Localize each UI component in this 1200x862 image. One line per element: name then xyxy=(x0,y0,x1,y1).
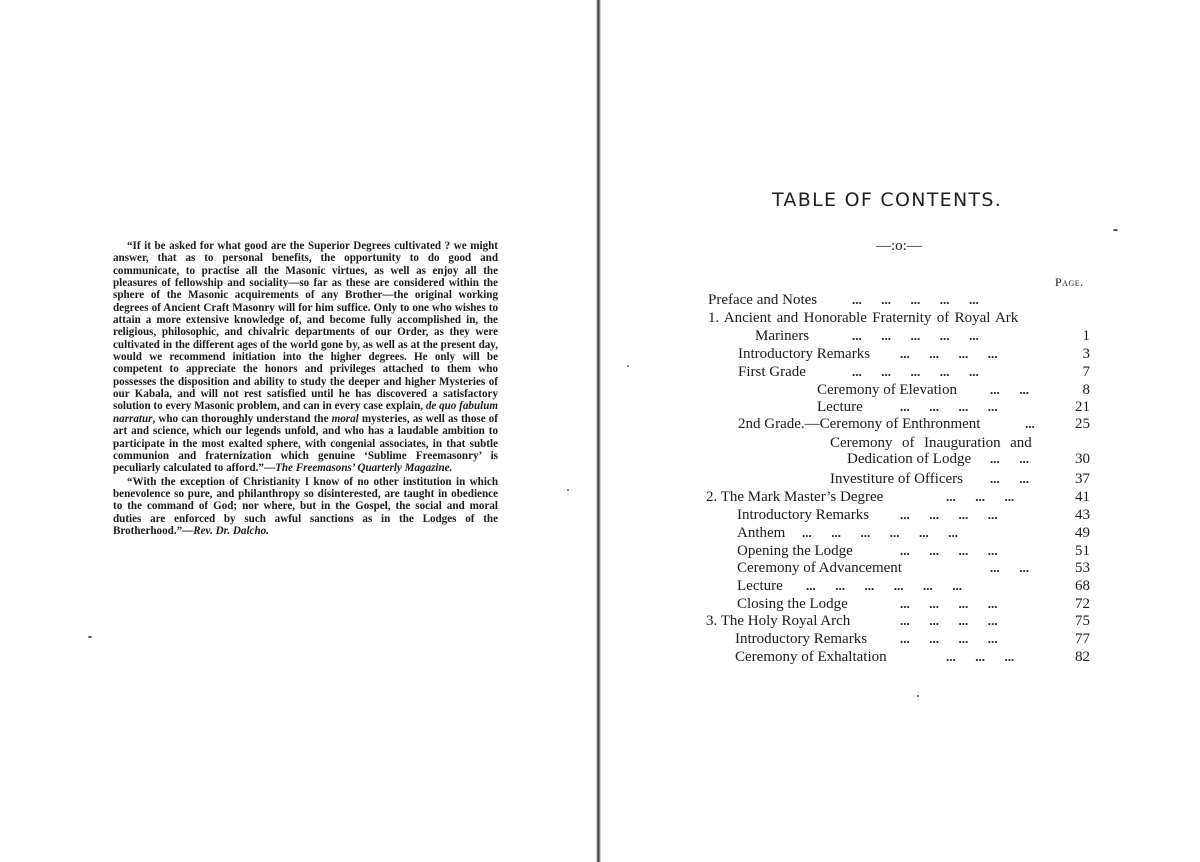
toc-entry xyxy=(738,345,1090,363)
toc-leader-dots: ... ... ... ... ... xyxy=(852,364,979,379)
left-page xyxy=(0,0,598,862)
toc-entry-title: 2nd Grade.—Ceremony of Enthronment xyxy=(738,416,981,432)
toc-entry-title: Introductory Remarks xyxy=(735,631,868,647)
toc-page-number: 30 xyxy=(1075,451,1090,467)
italic-text: Rev. Dr. Dalcho. xyxy=(193,524,269,537)
toc-leader-dots: ... ... ... ... xyxy=(900,631,998,646)
toc-page-number: 7 xyxy=(1082,364,1090,380)
toc-entry-title: 2. The Mark Master’s Degree xyxy=(706,489,884,505)
toc-entry-title: Introductory Remarks xyxy=(737,507,870,523)
toc-entry-title: Anthem xyxy=(737,525,786,541)
toc-leader-dots: ... ... ... ... ... ... xyxy=(806,578,962,593)
toc-title: TABLE OF CONTENTS. xyxy=(772,189,1003,211)
toc-leader-dots: ... ... ... ... xyxy=(900,613,998,628)
toc-leader-dots: ... ... ... ... ... xyxy=(852,292,979,307)
toc-entry-title: Ceremony of Exhaltation xyxy=(735,649,887,665)
toc-entry-title: Preface and Notes xyxy=(708,292,818,308)
toc-entry-title: Ceremony of Advancement xyxy=(737,560,902,576)
toc-entry-title: 3. The Holy Royal Arch xyxy=(706,613,851,629)
toc-leader-dots: ... ... xyxy=(990,382,1029,397)
toc-leader-dots: ... ... ... xyxy=(946,649,1015,664)
quotation-paragraph xyxy=(113,240,498,475)
toc-page-number: 53 xyxy=(1075,560,1090,576)
toc-leader-dots: ... ... ... ... ... ... xyxy=(802,525,958,540)
quote-text: , who can thoroughly understand the xyxy=(152,412,332,425)
toc-entry-title: Mariners xyxy=(755,328,810,344)
ink-speck xyxy=(627,365,629,367)
toc-entry xyxy=(706,612,1090,630)
toc-entry xyxy=(817,381,1090,399)
quotation-paragraph xyxy=(113,476,498,538)
toc-page-number: 82 xyxy=(1075,649,1090,665)
toc-entry xyxy=(737,595,1090,613)
toc-page-number: 21 xyxy=(1075,399,1090,415)
toc-entry xyxy=(737,524,1090,542)
quote-text: mysteries, as well as those of art and science, which our legends unfold, and who has a laudable ambition to participate in the most exalted sphere, with congenial associates, in that subtle communion and fraternization which genuine ‘Sublime Freemasonry’ is peculiarly calculated to afford.”— xyxy=(113,412,498,475)
toc-entry-title: 1. Ancient and Honorable Fraternity of Royal Ark xyxy=(708,310,1019,326)
page-column-heading: Page. xyxy=(1055,275,1084,289)
toc-page-number: 49 xyxy=(1075,525,1090,541)
toc-entry xyxy=(737,506,1090,524)
toc-entry-title: First Grade xyxy=(738,364,806,380)
toc-page-number: 25 xyxy=(1075,416,1090,432)
italic-text: de quo fabulum narratur xyxy=(113,400,498,425)
toc-leader-dots: ... ... ... ... ... xyxy=(852,328,979,343)
ink-speck xyxy=(917,695,919,697)
toc-entry xyxy=(738,415,1090,433)
toc-leader-dots: ... ... xyxy=(990,560,1029,575)
toc-leader-dots: ... ... ... ... xyxy=(900,346,998,361)
toc-entry xyxy=(708,291,1090,309)
toc-entry xyxy=(830,470,1090,488)
toc-leader-dots: ... ... ... ... xyxy=(900,399,998,414)
toc-page-number: 68 xyxy=(1075,578,1090,594)
toc-entry xyxy=(847,450,1090,468)
toc-divider: —:o:— xyxy=(876,238,922,254)
toc-entry xyxy=(708,309,1090,327)
italic-text: The Freemasons’ Quarterly Magazine. xyxy=(275,462,453,475)
quote-text: “With the exception of Christianity I know of no other institution in which benevolence so pure, and philanthropy so disinterested, are taught in obedience to the command of God; nor where, but in the Gospel, the social and moral duties are enforced by such awful sanctions as in the Lodges of the Brotherhood.”— xyxy=(113,475,498,537)
toc-page-number: 3 xyxy=(1082,346,1090,362)
ink-speck xyxy=(567,489,569,491)
toc-entry-title: Investiture of Officers xyxy=(830,471,964,487)
toc-entry-title: Introductory Remarks xyxy=(738,346,871,362)
toc-page-number: 77 xyxy=(1075,631,1090,647)
toc-page-number: 8 xyxy=(1082,382,1090,398)
toc-page-number: 75 xyxy=(1075,613,1090,629)
ink-speck xyxy=(1113,229,1118,231)
ink-speck xyxy=(88,636,92,638)
epigraph-quotations xyxy=(113,240,498,537)
toc-entry xyxy=(738,363,1090,381)
toc-entry xyxy=(735,648,1090,666)
toc-entry xyxy=(735,630,1090,648)
toc-page-number: 72 xyxy=(1075,596,1090,612)
toc-entry-title: Lecture xyxy=(737,578,783,594)
toc-page-number: 43 xyxy=(1075,507,1090,523)
toc-page-number: 37 xyxy=(1075,471,1090,487)
toc-leader-dots: ... ... ... ... xyxy=(900,507,998,522)
toc-leader-dots: ... ... ... ... xyxy=(900,543,998,558)
toc-leader-dots: ... ... ... xyxy=(946,489,1015,504)
toc-leader-dots: ... ... xyxy=(990,471,1029,486)
italic-text: moral xyxy=(331,412,359,425)
toc-leader-dots: ... xyxy=(1025,416,1035,431)
toc-entry xyxy=(737,542,1090,560)
toc-entry xyxy=(737,577,1090,595)
toc-page-number: 1 xyxy=(1082,328,1090,344)
toc-entry-title: Dedication of Lodge xyxy=(847,451,972,467)
toc-page-number: 41 xyxy=(1075,489,1090,505)
toc-entry xyxy=(817,398,1090,416)
toc-leader-dots: ... ... xyxy=(990,451,1029,466)
quote-text: “If it be asked for what good are the Superior Degrees cultivated ? we might answer, that as to personal benefits, the opportunity to do good and communicate, to practise all the Masonic virtues, as well as enjoy all the pleasures of fellowship and sociality—so far as these are considered within the sphere of the Masonic acquirements of any Brother—the original working degrees of Ancient Craft Masonry will for him suffice. Only to one who wishes to attain a more extensive knowledge of, and become fully accomplished in, the religious, philosophic, and chivalric departments of our Order, as they were cultivated in the different ages of the world gone by, as well as at the present day, would we recommend initiation into the higher degrees. He only will be competent to appreciate the honors and privileges attached to them who possesses the disposition and ability to study the deeper and higher Mysteries of our Kabala, and will not rest satisfied until he has discovered a satisfactory solution to every Masonic problem, and can in every case explain, xyxy=(113,240,498,413)
toc-entry-title: Lecture xyxy=(817,399,863,415)
toc-entry-title: Ceremony of Inauguration and xyxy=(830,435,1032,451)
toc-leader-dots: ... ... ... ... xyxy=(900,596,998,611)
toc-entry-title: Closing the Lodge xyxy=(737,596,848,612)
toc-entry xyxy=(737,559,1090,577)
toc-entry xyxy=(706,488,1090,506)
toc-entry-title: Opening the Lodge xyxy=(737,543,853,559)
toc-page-number: 51 xyxy=(1075,543,1090,559)
toc-entry xyxy=(755,327,1090,345)
toc-entry-title: Ceremony of Elevation xyxy=(817,382,957,398)
